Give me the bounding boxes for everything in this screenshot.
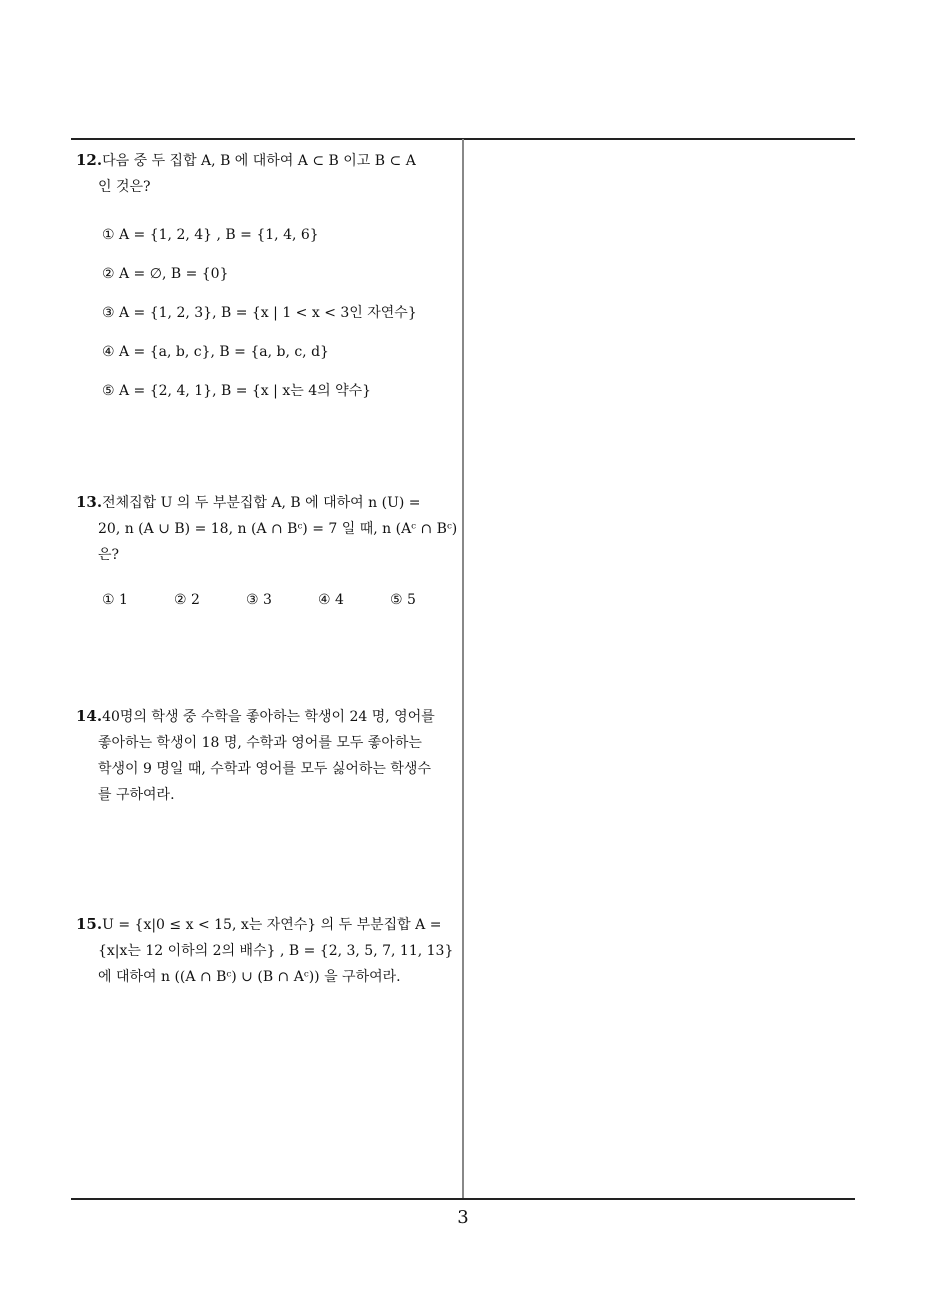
question-13 bbox=[76, 489, 456, 568]
question-number: 15. bbox=[76, 915, 103, 933]
question-stem: 인 것은? bbox=[98, 179, 151, 195]
question-13-line1 bbox=[76, 489, 456, 516]
question-number: 12. bbox=[76, 151, 103, 169]
question-stem: 은? bbox=[98, 547, 120, 563]
choice-5[interactable]: ⑤ A = {2, 4, 1}, B = {x | x는 4의 약수} bbox=[102, 383, 372, 399]
question-stem: U = {x|0 ≤ x < 15, x는 자연수} 의 두 부분집합 A = bbox=[102, 917, 442, 933]
question-stem: {x|x는 12 이하의 2의 배수} , B = {2, 3, 5, 7, 11, 13} bbox=[98, 943, 454, 959]
question-number: 14. bbox=[76, 707, 103, 725]
question-stem: 40명의 학생 중 수학을 좋아하는 학생이 24 명, 영어를 bbox=[102, 709, 435, 725]
page-number: 3 bbox=[457, 1207, 469, 1228]
question-stem: 다음 중 두 집합 A, B 에 대하여 A ⊂ B 이고 B ⊂ A bbox=[102, 153, 416, 169]
choice-1[interactable]: ① 1 bbox=[102, 592, 128, 608]
question-15-line1 bbox=[76, 911, 456, 938]
choice-1[interactable]: ① A = {1, 2, 4} , B = {1, 4, 6} bbox=[102, 227, 319, 243]
choice-4[interactable]: ④ 4 bbox=[318, 592, 344, 608]
question-13-choices bbox=[102, 592, 462, 608]
question-stem: 를 구하여라. bbox=[98, 787, 175, 803]
question-stem: 학생이 9 명일 때, 수학과 영어를 모두 싫어하는 학생수 bbox=[98, 761, 431, 777]
question-stem: 전체집합 U 의 두 부분집합 A, B 에 대하여 n (U) = bbox=[102, 495, 421, 511]
question-14-line1 bbox=[76, 703, 456, 730]
question-12 bbox=[76, 147, 456, 200]
choice-5[interactable]: ⑤ 5 bbox=[390, 592, 416, 608]
bottom-rule bbox=[71, 1198, 855, 1200]
question-stem: 좋아하는 학생이 18 명, 수학과 영어를 모두 좋아하는 bbox=[98, 735, 422, 751]
choice-3[interactable]: ③ 3 bbox=[246, 592, 272, 608]
question-stem: 20, n (A ∪ B) = 18, n (A ∩ Bᶜ) = 7 일 때, n (Aᶜ ∩ Bᶜ) bbox=[98, 521, 458, 537]
choice-2[interactable]: ② A = ∅, B = {0} bbox=[102, 266, 229, 282]
choice-2[interactable]: ② 2 bbox=[174, 592, 200, 608]
choice-4[interactable]: ④ A = {a, b, c}, B = {a, b, c, d} bbox=[102, 344, 329, 360]
column-divider bbox=[462, 139, 464, 1199]
choice-3[interactable]: ③ A = {1, 2, 3}, B = {x | 1 < x < 3인 자연수} bbox=[102, 305, 417, 321]
question-15 bbox=[76, 911, 456, 990]
question-12-choices bbox=[102, 225, 417, 420]
question-number: 13. bbox=[76, 493, 103, 511]
question-14 bbox=[76, 703, 456, 808]
question-stem: 에 대하여 n ((A ∩ Bᶜ) ∪ (B ∩ Aᶜ)) 을 구하여라. bbox=[98, 969, 401, 985]
question-12-line1 bbox=[76, 147, 456, 174]
